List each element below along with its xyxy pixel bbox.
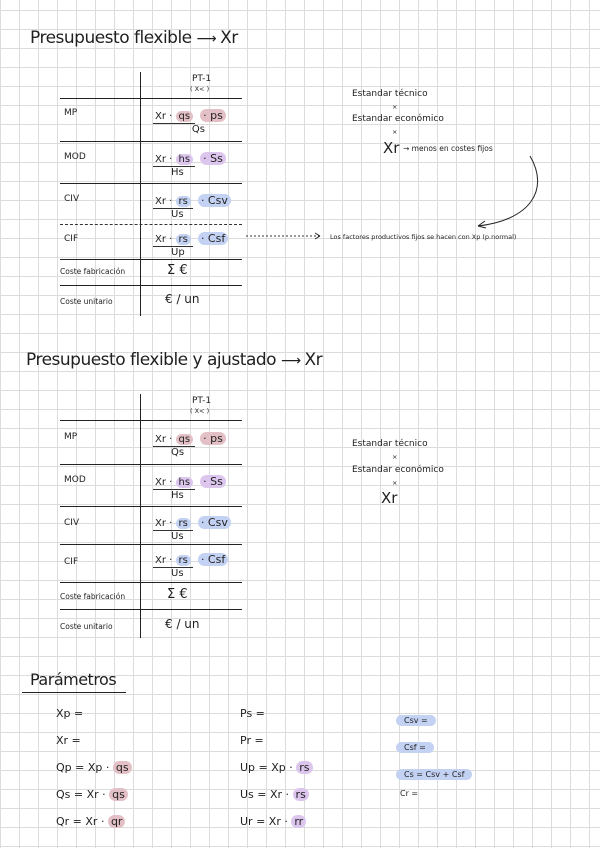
section2-side-tecnico: Estandar técnico xyxy=(352,439,428,449)
section1-row-label: CIV xyxy=(64,194,80,204)
section1-title: Presupuesto flexible ⟶ Xr xyxy=(30,28,238,48)
section2-row-label: CIF xyxy=(64,557,79,567)
section2-table-line xyxy=(60,464,242,465)
section1-row-formula: Xr · rs · Csf Up xyxy=(153,227,228,258)
section2-row-formula: Xr · rs · Csv Us xyxy=(153,511,231,542)
section2-row-formula: Xr · hs · Ss Hs xyxy=(153,470,226,501)
section1-title-result: Xr xyxy=(220,28,238,48)
param-xp: Xp = xyxy=(56,707,84,720)
section1-side-tecnico: Estandar técnico xyxy=(352,89,428,99)
section1-side-xr: Xr xyxy=(383,139,400,157)
section1-cif-note: Los factores productivos fijos se hacen con Xp (p.normal) xyxy=(330,233,517,241)
section1-side-note: → menos en costes fijos xyxy=(403,144,493,153)
param-up: Up = Xp · rs xyxy=(240,761,313,774)
section2-row-formula: Xr · qs · ps Qs xyxy=(153,427,226,458)
param-qs: Qs = Xr · qs xyxy=(56,788,128,801)
section2-col-header: PT-1 xyxy=(192,396,212,406)
section2-table-line xyxy=(60,506,242,507)
section1-coste-unitario-value: € / un xyxy=(165,292,200,306)
section1-row-formula: Xr · rs · Csv Us xyxy=(153,189,231,220)
section2-row-label: MP xyxy=(64,432,78,442)
section2-title-result: Xr xyxy=(304,350,323,370)
section1-table-line xyxy=(60,98,242,99)
section1-side-economico: Estandar económico xyxy=(352,114,444,124)
section2-table-divider xyxy=(140,394,141,638)
section2-side-xr: Xr xyxy=(381,489,398,507)
section1-row-formula: Xr · hs · Ss Hs xyxy=(153,147,226,178)
section1-table-line xyxy=(60,183,242,184)
section1-coste-unitario-label: Coste unitario xyxy=(60,297,113,306)
section2-side-times: × xyxy=(392,479,398,487)
section1-row-label: CIF xyxy=(64,234,79,244)
section2-coste-unitario-value: € / un xyxy=(165,617,200,631)
param-csf: Csf = xyxy=(396,735,434,754)
section1-side-times: × xyxy=(392,103,398,111)
param-cs: Cs = Csv + Csf xyxy=(396,762,472,781)
section2-row-label: MOD xyxy=(64,475,86,485)
section1-table-line xyxy=(60,224,242,225)
section1-table-line xyxy=(60,259,242,260)
param-ps: Ps = xyxy=(240,707,265,720)
section2-coste-unitario-label: Coste unitario xyxy=(60,622,113,631)
param-ur: Ur = Xr · rr xyxy=(240,815,306,828)
section2-row-formula: Xr · rs · Csf Us xyxy=(153,548,228,579)
param-us: Us = Xr · rs xyxy=(240,788,309,801)
section1-col-header: PT-1 xyxy=(192,74,212,84)
param-xr: Xr = xyxy=(56,734,81,747)
section2-table-line xyxy=(60,420,242,421)
param-cr: Cr = xyxy=(400,789,419,798)
param-qp: Qp = Xp · qs xyxy=(56,761,132,774)
section2-table-line xyxy=(60,582,242,583)
section1-row-label: MOD xyxy=(64,152,86,162)
params-title-underline xyxy=(22,692,126,693)
section2-table-line xyxy=(60,544,242,545)
section2-title: Presupuesto flexible y ajustado ⟶ Xr xyxy=(26,350,323,370)
section2-coste-fabricacion-label: Coste fabricación xyxy=(60,592,126,601)
section2-row-label: CIV xyxy=(64,518,80,528)
param-csv: Csv = xyxy=(396,708,436,727)
section1-coste-fabricacion-value: Σ € xyxy=(167,263,188,278)
section1-col-sub: ( X< ) xyxy=(190,85,210,93)
section2-side-economico: Estandar económico xyxy=(352,465,444,475)
section1-table-line xyxy=(60,141,242,142)
section1-coste-fabricacion-label: Coste fabricación xyxy=(60,267,126,276)
param-pr: Pr = xyxy=(240,734,264,747)
section2-coste-fabricacion-value: Σ € xyxy=(167,587,188,602)
section2-side-times: × xyxy=(392,453,398,461)
section1-row-formula: Xr · qs · ps Qs xyxy=(153,104,226,135)
section2-col-sub: ( X< ) xyxy=(190,407,210,415)
params-title: Parámetros xyxy=(30,670,117,689)
section1-table-line xyxy=(60,285,242,286)
param-qr: Qr = Xr · qr xyxy=(56,815,125,828)
section1-side-times: × xyxy=(392,128,398,136)
section1-table-divider xyxy=(140,72,141,316)
section2-table-line xyxy=(60,609,242,610)
section1-row-label: MP xyxy=(64,108,78,118)
